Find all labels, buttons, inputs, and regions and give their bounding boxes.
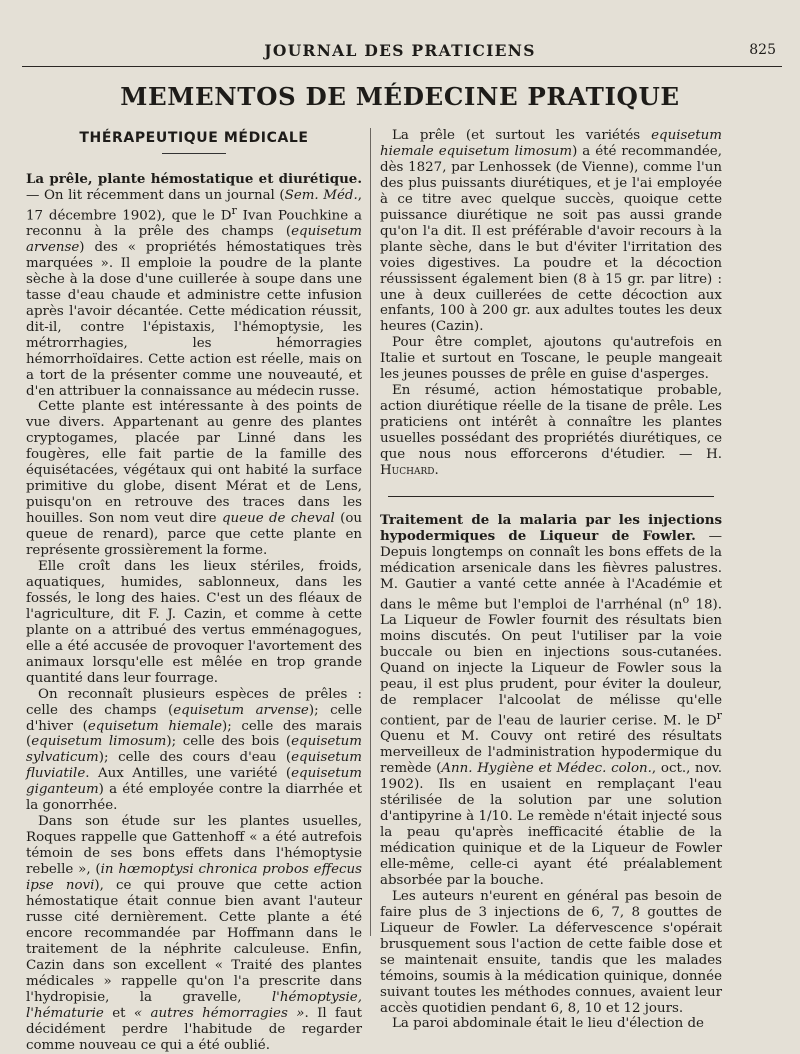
article-2-paragraph-3: La paroi abdominale était le lieu d'élection de <box>392 1016 704 1032</box>
text-run: La prêle (et surtout les variétés <box>392 128 652 143</box>
article-separator <box>388 496 714 497</box>
article-1-paragraph-4 <box>26 687 362 815</box>
article-2-title: Traitement de la malaria par les injections hypodermiques de Liqueur de Fowler. <box>380 511 722 544</box>
article-1-paragraph-7: Pour être complet, ajoutons qu'autrefois en Italie et surtout en Toscane, le peuple mangeait les jeunes pousses de prêle en guise d'asperges. <box>380 335 722 383</box>
article-1-paragraph-5 <box>26 814 362 1053</box>
article-1-paragraph-2 <box>26 399 362 559</box>
italic-term: l'hémoptysie, l'hématurie <box>26 989 362 1021</box>
text-run: ); celle des marais ( <box>26 718 362 750</box>
page-number: 825 <box>749 42 776 58</box>
species-name: equisetum sylvaticum <box>26 734 362 766</box>
text-run: — Depuis longtemps on connaît les bons effets de la médication arsenicale dans les fièvres palustres. M. Gautier a vanté cette année à l'Académie et dans le même but l'emploi de l'arrhénal (n <box>380 528 722 613</box>
text-run: On reconnaît plusieurs espèces de prêles : celle des champs ( <box>26 686 362 718</box>
text-run: , oct., nov. 1902). Ils en usaient en remplaçant l'eau stérilisée de la solution par une solution d'antipyrine à 1/10. Le remède n'était injecté sous la peau qu'après inefficacité établie de la médication quinique et de la Liqueur de Fowler elle-même, celle-ci ayant été préalablement absorbée par la bouche. <box>380 761 722 888</box>
right-column <box>380 128 722 1032</box>
text-run: 18). La Liqueur de Fowler fournit des résultats bien moins discutés. On peut l'utiliser par la voie buccale ou bien en injections sous-cutanées. Quand on injecte la Liqueur de Fowler sous la peau, il est plus prudent, pour éviter la douleur, de remplacer l'alcoolat de mélisse qu'elle contient, par de l'eau de laurier cerise. M. le D <box>380 597 722 729</box>
text-run: Cette plante est intéressante à des points de vue divers. Appartenant au genre des plantes cryptogames, placée par Linné dans les fougères, elle fait partie de la famille des équisétacées, végétaux qui ont habité la surface primitive du globe, disent Mérat et de Lens, puisqu'on en retrouve des traces dans les houilles. Son nom veut dire <box>26 399 362 527</box>
species-name: equisetum limosum <box>31 734 167 750</box>
text-run: ); celle d'hiver ( <box>26 702 362 734</box>
text-run: , 17 décembre 1902), que le D <box>26 187 362 224</box>
superscript: r <box>716 708 722 722</box>
article-1-paragraph-1 <box>26 172 362 400</box>
column-divider <box>370 128 371 936</box>
species-name: equisetum arvense <box>26 223 362 255</box>
article-1-paragraph-6 <box>380 128 722 335</box>
text-run: . Il faut décidément perdre l'habitude de regarder comme nouveau ce qui a été oublié. <box>26 1005 363 1053</box>
text-run: ); celle des bois ( <box>166 734 292 750</box>
text-run: Quenu et M. Couvy ont retiré des résultats merveilleux de l'administration hypodermique du remède ( <box>380 729 722 777</box>
text-run: et <box>103 1005 134 1021</box>
article-1-paragraph-3: Elle croît dans les lieux stériles, froids, aquatiques, humides, sablonneux, dans les fossés, le long des haies. C'est un des fléaux de l'agriculture, dit F. J. Cazin, et comme à cette plante on a attribué des vertus emménagogues, elle a été accusée de provoquer l'avortement des animaux lorsqu'elle est mêlée en trop grande quantité dans leur fourrage. <box>26 559 362 686</box>
species-name: equisetum giganteum <box>26 766 362 798</box>
species-name: equisetum fluviatile <box>26 750 362 782</box>
running-header <box>20 33 780 63</box>
journal-citation: Sem. Méd. <box>284 187 358 203</box>
article-2-paragraph-2: Les auteurs n'eurent en général pas besoin de faire plus de 3 injections de 6, 7, 8 gouttes de Liqueur de Fowler. La défervescence s'opérait brusquement sous l'action de cette faible dose et se maintenait ensuite, tandis que les malades témoins, soumis à la médication quinique, donnée suivant toutes les méthodes connues, avaient leur accès quotidien pendant 6, 8, 10 et 12 jours. <box>380 888 722 1016</box>
text-run: En résumé, action hémostatique probable, action diurétique réelle de la tisane de prêle. Les praticiens ont intérêt à connaître les plantes usuelles possédant des propriétés diurétiques, ce que nous nous efforcerons d'étudier. — <box>380 383 722 463</box>
article-2-paragraph-1 <box>380 513 722 889</box>
superscript: r <box>231 203 237 217</box>
article-1-title: La prêle, plante hémostatique et diurétique. <box>26 170 362 187</box>
species-name: equisetum arvense <box>173 702 309 718</box>
text-run: ); celle des cours d'eau ( <box>98 750 292 766</box>
text-run: . Aux Antilles, une variété ( <box>85 766 292 782</box>
species-name: equisetum hiemale <box>87 718 223 734</box>
italic-term: « autres hémorragies » <box>133 1005 305 1021</box>
text-run: ) des « propriétés hémostatiques très marquées ». Il emploie la poudre de la plante sèche à la dose d'une cuillerée à soupe dans une tasse d'eau chaude et administre cette infusion après l'avoir décantée. Cette médication réussit, dit-il, contre l'épistaxis, l'hémoptysie, les métrorrhagies, les hémorragies hémorrhoïdaires. Cette action est réelle, mais on a tort de la présenter comme une nouveauté, et d'en attribuer la connaissance au médecin russe. <box>26 239 362 399</box>
text-run: Dans son étude sur les plantes usuelles, Roques rappelle que Gattenhoff « a été autrefois témoin de ses bons effets dans l'hémoptysie rebelle », ( <box>26 814 362 878</box>
rubric-heading: THÉRAPEUTIQUE MÉDICALE <box>79 130 309 146</box>
journal-citation: Ann. Hygiène et Médec. colon. <box>441 761 652 777</box>
species-name: equisetum hiemale equisetum limosum <box>380 128 722 159</box>
section-title: MEMENTOS DE MÉDECINE PRATIQUE <box>120 82 680 111</box>
rubric-rule <box>162 153 226 154</box>
text-run: (ou queue de renard), parce que cette plante en représente grossièrement la forme. <box>26 511 363 559</box>
text-run: . <box>434 463 439 479</box>
text-run: ) a été employée contre la diarrhée et la gonorrhée. <box>26 782 362 814</box>
running-title: JOURNAL DES PRATICIENS <box>264 41 536 60</box>
article-1-paragraph-8 <box>380 383 722 479</box>
italic-term: queue de cheval <box>221 511 335 527</box>
text-run: Ivan Pouchkine a reconnu à la prêle des champs ( <box>26 208 362 239</box>
text-run: — On lit récemment dans un journal ( <box>26 187 285 203</box>
latin-quote: in hœmoptysi chronica probos effecus ipse novi <box>26 862 362 894</box>
author-signature: H. Huchard <box>380 447 722 479</box>
text-run: ), ce qui prouve que cette action hémostatique était connue bien avant l'auteur russe cité dernièrement. Cette plante a été encore recommandée par Hoffmann dans le traitement de la néphrite calculeuse. Enfin, Cazin dans son excellent « Traité des plantes médicales » rappelle qu'on l'a prescrite dans l'hydropisie, la gravelle, <box>26 878 362 1005</box>
superscript: o <box>682 592 690 606</box>
header-rule <box>22 66 782 67</box>
left-column <box>26 128 362 1054</box>
text-run: ) a été recommandée, dès 1827, par Lenhossek (de Vienne), comme l'un des plus puissants diurétiques, et je l'ai employée à ce titre avec quelque succès, quoique cette puissance diurétique ne soit pas aussi grande qu'on l'a dit. Il est préférable d'avoir recours à la plante sèche, dans le but d'éviter l'irritation des voies digestives. La poudre et la décoction réussissent également bien (8 à 15 gr. par litre) : une à deux cuillerées de cette décoction aux enfants, 100 à 200 gr. aux adultes toutes les deux heures (Cazin). <box>380 143 722 335</box>
